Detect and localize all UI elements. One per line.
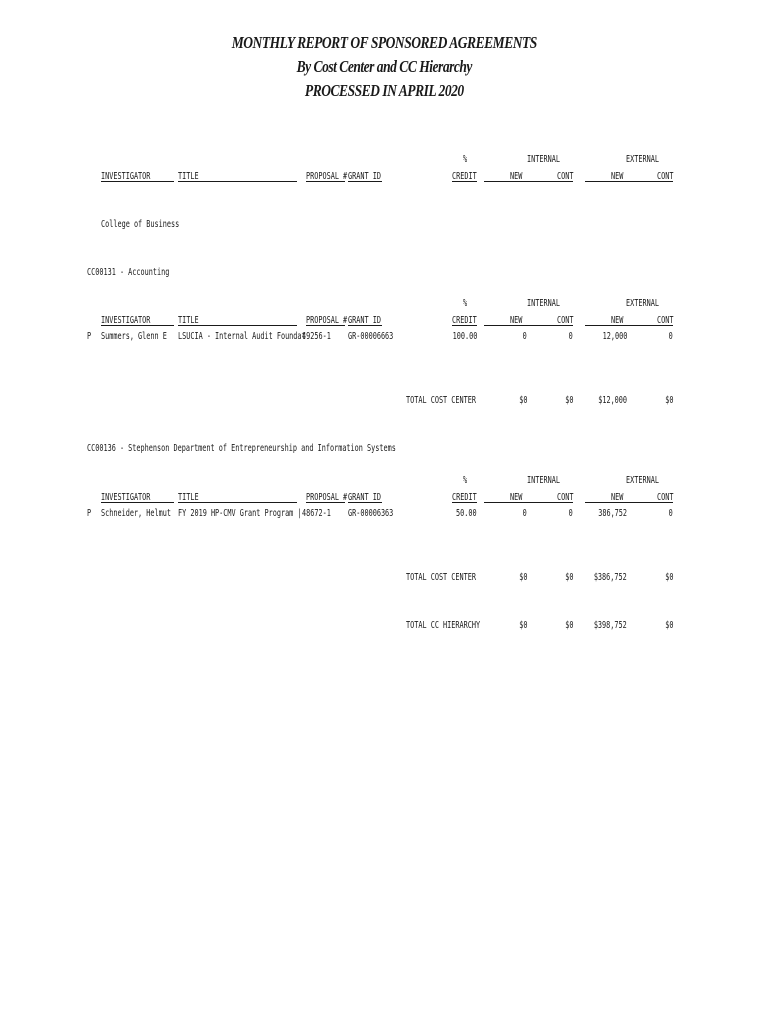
row-proposal: 49256-1 — [302, 331, 331, 342]
report-processed-date: PROCESSED IN APRIL 2020 — [304, 81, 464, 100]
total-label: TOTAL COST CENTER — [406, 395, 477, 406]
header-proposal: PROPOSAL # — [306, 171, 348, 182]
header-pct: % — [463, 475, 468, 486]
header-investigator: INVESTIGATOR — [101, 171, 151, 182]
total-int-cont: $0 — [564, 572, 573, 583]
underline — [101, 325, 174, 326]
header-internal: INTERNAL — [527, 475, 560, 486]
underline — [101, 502, 174, 503]
header-investigator: INVESTIGATOR — [101, 492, 151, 503]
total-label: TOTAL COST CENTER — [406, 572, 477, 583]
header-proposal: PROPOSAL # — [306, 315, 348, 326]
row-int-new: 0 — [522, 508, 527, 519]
header-grant-id: GRANT ID — [348, 492, 381, 503]
underline — [452, 325, 477, 326]
hierarchy-ext-new: $398,752 — [594, 620, 627, 631]
row-title: LSUCIA - Internal Audit Foundat — [178, 331, 306, 342]
header-ext-new: NEW — [611, 492, 624, 503]
header-internal: INTERNAL — [527, 154, 560, 165]
underline — [101, 181, 174, 182]
header-int-cont: CONT — [557, 171, 574, 182]
total-int-cont: $0 — [564, 395, 573, 406]
row-grant-id: GR-00006363 — [348, 508, 394, 519]
header-pct: % — [463, 154, 468, 165]
header-external: EXTERNAL — [626, 475, 659, 486]
underline — [178, 325, 297, 326]
underline — [306, 181, 345, 182]
hierarchy-int-new: $0 — [518, 620, 527, 631]
row-credit: 100.00 — [452, 331, 477, 342]
header-ext-new: NEW — [611, 171, 624, 182]
total-ext-new: $386,752 — [594, 572, 627, 583]
header-title: TITLE — [178, 315, 199, 326]
report-subtitle: By Cost Center and CC Hierarchy — [296, 57, 472, 76]
header-ext-cont: CONT — [657, 315, 674, 326]
header-internal: INTERNAL — [527, 298, 560, 309]
total-ext-new: $12,000 — [598, 395, 627, 406]
underline — [348, 181, 382, 182]
header-external: EXTERNAL — [626, 154, 659, 165]
cost-center-name: CC00131 - Accounting — [87, 267, 170, 278]
header-investigator: INVESTIGATOR — [101, 315, 151, 326]
underline — [585, 325, 673, 326]
row-grant-id: GR-00006663 — [348, 331, 394, 342]
underline — [348, 502, 382, 503]
underline — [585, 181, 673, 182]
underline — [452, 502, 477, 503]
header-grant-id: GRANT ID — [348, 171, 381, 182]
underline — [306, 502, 345, 503]
header-credit: CREDIT — [452, 492, 477, 503]
underline — [178, 502, 297, 503]
header-int-cont: CONT — [557, 492, 574, 503]
row-int-cont: 0 — [568, 331, 573, 342]
hierarchy-total-label: TOTAL CC HIERARCHY — [406, 620, 481, 631]
row-int-new: 0 — [522, 331, 527, 342]
header-external: EXTERNAL — [626, 298, 659, 309]
underline — [452, 181, 477, 182]
total-int-new: $0 — [518, 395, 527, 406]
header-int-new: NEW — [510, 315, 523, 326]
header-credit: CREDIT — [452, 171, 477, 182]
header-proposal: PROPOSAL # — [306, 492, 348, 503]
row-ext-new: 12,000 — [602, 331, 627, 342]
underline — [178, 181, 297, 182]
underline — [585, 502, 673, 503]
header-credit: CREDIT — [452, 315, 477, 326]
hierarchy-int-cont: $0 — [564, 620, 573, 631]
header-int-new: NEW — [510, 171, 523, 182]
total-ext-cont: $0 — [664, 572, 673, 583]
row-flag: P — [87, 331, 92, 342]
row-investigator: Summers, Glenn E — [101, 331, 167, 342]
header-int-cont: CONT — [557, 315, 574, 326]
underline — [484, 502, 573, 503]
header-title: TITLE — [178, 492, 199, 503]
underline — [484, 181, 573, 182]
header-ext-new: NEW — [611, 315, 624, 326]
row-flag: P — [87, 508, 92, 519]
row-int-cont: 0 — [568, 508, 573, 519]
total-int-new: $0 — [518, 572, 527, 583]
header-int-new: NEW — [510, 492, 523, 503]
report-title: MONTHLY REPORT OF SPONSORED AGREEMENTS — [231, 33, 537, 52]
row-ext-cont: 0 — [668, 508, 673, 519]
cost-center-name: CC00136 - Stephenson Department of Entrepreneurship and Information Systems — [87, 443, 396, 454]
college-name: College of Business — [101, 219, 180, 230]
header-grant-id: GRANT ID — [348, 315, 381, 326]
header-title: TITLE — [178, 171, 199, 182]
row-ext-cont: 0 — [668, 331, 673, 342]
row-ext-new: 386,752 — [598, 508, 627, 519]
header-ext-cont: CONT — [657, 492, 674, 503]
row-investigator: Schneider, Helmut — [101, 508, 172, 519]
row-proposal: 48672-1 — [302, 508, 331, 519]
total-ext-cont: $0 — [664, 395, 673, 406]
underline — [484, 325, 573, 326]
underline — [348, 325, 382, 326]
header-ext-cont: CONT — [657, 171, 674, 182]
row-title: FY 2019 HP-CMV Grant Program | — [178, 508, 302, 519]
row-credit: 50.00 — [456, 508, 477, 519]
underline — [306, 325, 345, 326]
hierarchy-ext-cont: $0 — [664, 620, 673, 631]
header-pct: % — [463, 298, 468, 309]
